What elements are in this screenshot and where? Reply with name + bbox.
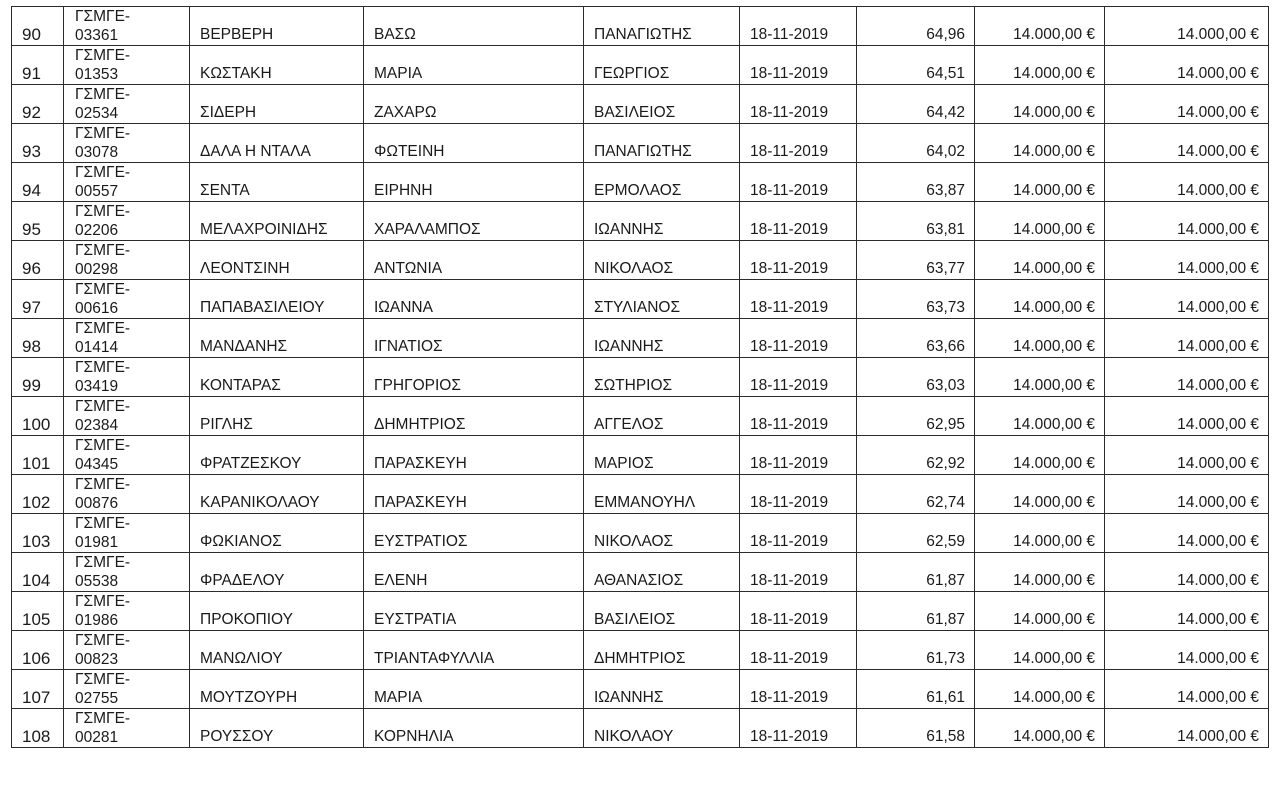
total-amount-cell: 14.000,00 € bbox=[1105, 631, 1269, 670]
amount-cell: 14.000,00 € bbox=[975, 7, 1105, 46]
application-code-prefix: ΓΣΜΓΕ- bbox=[75, 398, 131, 415]
date-cell: 18-11-2019 bbox=[740, 241, 857, 280]
application-code-number: 01981 bbox=[75, 534, 119, 551]
first-name-cell: ΕΥΣΤΡΑΤΙΑ bbox=[364, 592, 584, 631]
first-name-cell: ΜΑΡΙΑ bbox=[364, 46, 584, 85]
score-cell: 61,73 bbox=[857, 631, 975, 670]
application-code-number: 00298 bbox=[75, 261, 119, 278]
first-name-cell: ΤΡΙΑΝΤΑΦΥΛΛΙΑ bbox=[364, 631, 584, 670]
table-row bbox=[12, 553, 1269, 592]
amount-cell: 14.000,00 € bbox=[975, 709, 1105, 748]
application-code-prefix: ΓΣΜΓΕ- bbox=[75, 359, 131, 376]
row-number-cell: 106 bbox=[12, 631, 64, 670]
surname-cell: ΣΕΝΤΑ bbox=[190, 163, 364, 202]
total-amount-cell: 14.000,00 € bbox=[1105, 514, 1269, 553]
first-name-cell: ΑΝΤΩΝΙΑ bbox=[364, 241, 584, 280]
application-code-number: 00616 bbox=[75, 300, 119, 317]
father-name-cell: ΑΘΑΝΑΣΙΟΣ bbox=[584, 553, 740, 592]
score-cell: 62,59 bbox=[857, 514, 975, 553]
table-row bbox=[12, 163, 1269, 202]
first-name-cell: ΕΛΕΝΗ bbox=[364, 553, 584, 592]
application-code-cell bbox=[64, 163, 190, 202]
row-number-cell: 98 bbox=[12, 319, 64, 358]
amount-cell: 14.000,00 € bbox=[975, 202, 1105, 241]
application-code-prefix: ΓΣΜΓΕ- bbox=[75, 554, 131, 571]
date-cell: 18-11-2019 bbox=[740, 436, 857, 475]
date-cell: 18-11-2019 bbox=[740, 514, 857, 553]
application-code-prefix: ΓΣΜΓΕ- bbox=[75, 86, 131, 103]
row-number-cell: 103 bbox=[12, 514, 64, 553]
table-row bbox=[12, 85, 1269, 124]
application-code-prefix: ΓΣΜΓΕ- bbox=[75, 671, 131, 688]
surname-cell: ΔΑΛΑ Η ΝΤΑΛΑ bbox=[190, 124, 364, 163]
application-code-number: 02755 bbox=[75, 690, 119, 707]
score-cell: 61,87 bbox=[857, 592, 975, 631]
father-name-cell: ΙΩΑΝΝΗΣ bbox=[584, 670, 740, 709]
total-amount-cell: 14.000,00 € bbox=[1105, 592, 1269, 631]
father-name-cell: ΓΕΩΡΓΙΟΣ bbox=[584, 46, 740, 85]
score-cell: 64,51 bbox=[857, 46, 975, 85]
total-amount-cell: 14.000,00 € bbox=[1105, 553, 1269, 592]
application-code-cell bbox=[64, 553, 190, 592]
total-amount-cell: 14.000,00 € bbox=[1105, 202, 1269, 241]
score-cell: 61,87 bbox=[857, 553, 975, 592]
score-cell: 63,81 bbox=[857, 202, 975, 241]
date-cell: 18-11-2019 bbox=[740, 319, 857, 358]
score-cell: 61,58 bbox=[857, 709, 975, 748]
row-number-cell: 90 bbox=[12, 7, 64, 46]
amount-cell: 14.000,00 € bbox=[975, 46, 1105, 85]
application-code-prefix: ΓΣΜΓΕ- bbox=[75, 320, 131, 337]
father-name-cell: ΠΑΝΑΓΙΩΤΗΣ bbox=[584, 7, 740, 46]
row-number-cell: 102 bbox=[12, 475, 64, 514]
amount-cell: 14.000,00 € bbox=[975, 475, 1105, 514]
total-amount-cell: 14.000,00 € bbox=[1105, 436, 1269, 475]
father-name-cell: ΠΑΝΑΓΙΩΤΗΣ bbox=[584, 124, 740, 163]
date-cell: 18-11-2019 bbox=[740, 592, 857, 631]
application-code-number: 00557 bbox=[75, 183, 119, 200]
table-row bbox=[12, 241, 1269, 280]
date-cell: 18-11-2019 bbox=[740, 7, 857, 46]
first-name-cell: ΦΩΤΕΙΝΗ bbox=[364, 124, 584, 163]
application-code-cell bbox=[64, 7, 190, 46]
first-name-cell: ΔΗΜΗΤΡΙΟΣ bbox=[364, 397, 584, 436]
application-code-prefix: ΓΣΜΓΕ- bbox=[75, 593, 131, 610]
score-cell: 63,03 bbox=[857, 358, 975, 397]
score-cell: 64,96 bbox=[857, 7, 975, 46]
first-name-cell: ΖΑΧΑΡΩ bbox=[364, 85, 584, 124]
total-amount-cell: 14.000,00 € bbox=[1105, 46, 1269, 85]
amount-cell: 14.000,00 € bbox=[975, 319, 1105, 358]
surname-cell: ΦΩΚΙΑΝΟΣ bbox=[190, 514, 364, 553]
application-code-number: 00281 bbox=[75, 729, 119, 746]
application-code-cell bbox=[64, 85, 190, 124]
surname-cell: ΜΕΛΑΧΡΟΙΝΙΔΗΣ bbox=[190, 202, 364, 241]
score-cell: 64,42 bbox=[857, 85, 975, 124]
total-amount-cell: 14.000,00 € bbox=[1105, 124, 1269, 163]
father-name-cell: ΜΑΡΙΟΣ bbox=[584, 436, 740, 475]
father-name-cell: ΝΙΚΟΛΑΟΣ bbox=[584, 241, 740, 280]
application-code-cell bbox=[64, 397, 190, 436]
surname-cell: ΚΟΝΤΑΡΑΣ bbox=[190, 358, 364, 397]
application-code-number: 04345 bbox=[75, 456, 119, 473]
table-row bbox=[12, 475, 1269, 514]
date-cell: 18-11-2019 bbox=[740, 397, 857, 436]
surname-cell: ΚΩΣΤΑΚΗ bbox=[190, 46, 364, 85]
father-name-cell: ΙΩΑΝΝΗΣ bbox=[584, 319, 740, 358]
application-code-cell bbox=[64, 319, 190, 358]
amount-cell: 14.000,00 € bbox=[975, 85, 1105, 124]
table-row bbox=[12, 436, 1269, 475]
amount-cell: 14.000,00 € bbox=[975, 397, 1105, 436]
application-code-cell bbox=[64, 280, 190, 319]
row-number-cell: 97 bbox=[12, 280, 64, 319]
first-name-cell: ΚΟΡΝΗΛΙΑ bbox=[364, 709, 584, 748]
first-name-cell: ΕΙΡΗΝΗ bbox=[364, 163, 584, 202]
application-code-cell bbox=[64, 202, 190, 241]
surname-cell: ΣΙΔΕΡΗ bbox=[190, 85, 364, 124]
score-cell: 62,92 bbox=[857, 436, 975, 475]
application-code-cell bbox=[64, 709, 190, 748]
amount-cell: 14.000,00 € bbox=[975, 124, 1105, 163]
application-code-number: 00876 bbox=[75, 495, 119, 512]
application-code-number: 03361 bbox=[75, 27, 119, 44]
table-body bbox=[12, 7, 1269, 748]
row-number-cell: 107 bbox=[12, 670, 64, 709]
date-cell: 18-11-2019 bbox=[740, 631, 857, 670]
table-row bbox=[12, 514, 1269, 553]
total-amount-cell: 14.000,00 € bbox=[1105, 280, 1269, 319]
score-cell: 63,77 bbox=[857, 241, 975, 280]
surname-cell: ΠΑΠΑΒΑΣΙΛΕΙΟΥ bbox=[190, 280, 364, 319]
date-cell: 18-11-2019 bbox=[740, 475, 857, 514]
application-code-number: 01414 bbox=[75, 339, 119, 356]
total-amount-cell: 14.000,00 € bbox=[1105, 709, 1269, 748]
row-number-cell: 101 bbox=[12, 436, 64, 475]
application-code-number: 01986 bbox=[75, 612, 119, 629]
father-name-cell: ΝΙΚΟΛΑΟΥ bbox=[584, 709, 740, 748]
application-code-prefix: ΓΣΜΓΕ- bbox=[75, 710, 131, 727]
row-number-cell: 95 bbox=[12, 202, 64, 241]
first-name-cell: ΜΑΡΙΑ bbox=[364, 670, 584, 709]
father-name-cell: ΙΩΑΝΝΗΣ bbox=[584, 202, 740, 241]
date-cell: 18-11-2019 bbox=[740, 358, 857, 397]
first-name-cell: ΧΑΡΑΛΑΜΠΟΣ bbox=[364, 202, 584, 241]
application-code-cell bbox=[64, 358, 190, 397]
total-amount-cell: 14.000,00 € bbox=[1105, 163, 1269, 202]
application-code-number: 01353 bbox=[75, 66, 119, 83]
application-code-prefix: ΓΣΜΓΕ- bbox=[75, 437, 131, 454]
surname-cell: ΜΑΝΩΛΙΟΥ bbox=[190, 631, 364, 670]
table-row bbox=[12, 592, 1269, 631]
first-name-cell: ΕΥΣΤΡΑΤΙΟΣ bbox=[364, 514, 584, 553]
table-row bbox=[12, 7, 1269, 46]
application-code-cell bbox=[64, 631, 190, 670]
application-code-cell bbox=[64, 475, 190, 514]
total-amount-cell: 14.000,00 € bbox=[1105, 475, 1269, 514]
amount-cell: 14.000,00 € bbox=[975, 436, 1105, 475]
father-name-cell: ΑΓΓΕΛΟΣ bbox=[584, 397, 740, 436]
application-code-cell bbox=[64, 670, 190, 709]
application-code-number: 02384 bbox=[75, 417, 119, 434]
first-name-cell: ΠΑΡΑΣΚΕΥΗ bbox=[364, 475, 584, 514]
date-cell: 18-11-2019 bbox=[740, 46, 857, 85]
table-row bbox=[12, 46, 1269, 85]
application-code-number: 03419 bbox=[75, 378, 119, 395]
surname-cell: ΠΡΟΚΟΠΙΟΥ bbox=[190, 592, 364, 631]
application-code-cell bbox=[64, 46, 190, 85]
application-code-prefix: ΓΣΜΓΕ- bbox=[75, 632, 131, 649]
application-code-cell bbox=[64, 592, 190, 631]
first-name-cell: ΓΡΗΓΟΡΙΟΣ bbox=[364, 358, 584, 397]
amount-cell: 14.000,00 € bbox=[975, 631, 1105, 670]
application-code-prefix: ΓΣΜΓΕ- bbox=[75, 125, 131, 142]
application-code-number: 03078 bbox=[75, 144, 119, 161]
date-cell: 18-11-2019 bbox=[740, 202, 857, 241]
application-code-prefix: ΓΣΜΓΕ- bbox=[75, 203, 131, 220]
application-code-cell bbox=[64, 436, 190, 475]
row-number-cell: 100 bbox=[12, 397, 64, 436]
score-cell: 63,66 bbox=[857, 319, 975, 358]
father-name-cell: ΒΑΣΙΛΕΙΟΣ bbox=[584, 592, 740, 631]
surname-cell: ΦΡΑΤΖΕΣΚΟΥ bbox=[190, 436, 364, 475]
father-name-cell: ΣΤΥΛΙΑΝΟΣ bbox=[584, 280, 740, 319]
beneficiaries-table bbox=[11, 6, 1269, 748]
amount-cell: 14.000,00 € bbox=[975, 280, 1105, 319]
first-name-cell: ΙΩΑΝΝΑ bbox=[364, 280, 584, 319]
table-row bbox=[12, 202, 1269, 241]
row-number-cell: 96 bbox=[12, 241, 64, 280]
table-row bbox=[12, 124, 1269, 163]
score-cell: 63,87 bbox=[857, 163, 975, 202]
total-amount-cell: 14.000,00 € bbox=[1105, 319, 1269, 358]
row-number-cell: 105 bbox=[12, 592, 64, 631]
row-number-cell: 93 bbox=[12, 124, 64, 163]
amount-cell: 14.000,00 € bbox=[975, 358, 1105, 397]
father-name-cell: ΔΗΜΗΤΡΙΟΣ bbox=[584, 631, 740, 670]
date-cell: 18-11-2019 bbox=[740, 163, 857, 202]
father-name-cell: ΕΜΜΑΝΟΥΗΛ bbox=[584, 475, 740, 514]
score-cell: 62,74 bbox=[857, 475, 975, 514]
table-row bbox=[12, 280, 1269, 319]
surname-cell: ΡΟΥΣΣΟΥ bbox=[190, 709, 364, 748]
table-row bbox=[12, 358, 1269, 397]
table-row bbox=[12, 319, 1269, 358]
first-name-cell: ΙΓΝΑΤΙΟΣ bbox=[364, 319, 584, 358]
total-amount-cell: 14.000,00 € bbox=[1105, 85, 1269, 124]
application-code-number: 00823 bbox=[75, 651, 119, 668]
application-code-prefix: ΓΣΜΓΕ- bbox=[75, 47, 131, 64]
surname-cell: ΜΑΝΔΑΝΗΣ bbox=[190, 319, 364, 358]
surname-cell: ΛΕΟΝΤΣΙΝΗ bbox=[190, 241, 364, 280]
table-row bbox=[12, 709, 1269, 748]
amount-cell: 14.000,00 € bbox=[975, 514, 1105, 553]
application-code-number: 02206 bbox=[75, 222, 119, 239]
score-cell: 61,61 bbox=[857, 670, 975, 709]
surname-cell: ΚΑΡΑΝΙΚΟΛΑΟΥ bbox=[190, 475, 364, 514]
date-cell: 18-11-2019 bbox=[740, 670, 857, 709]
surname-cell: ΒΕΡΒΕΡΗ bbox=[190, 7, 364, 46]
date-cell: 18-11-2019 bbox=[740, 124, 857, 163]
surname-cell: ΜΟΥΤΖΟΥΡΗ bbox=[190, 670, 364, 709]
application-code-prefix: ΓΣΜΓΕ- bbox=[75, 515, 131, 532]
total-amount-cell: 14.000,00 € bbox=[1105, 7, 1269, 46]
row-number-cell: 91 bbox=[12, 46, 64, 85]
total-amount-cell: 14.000,00 € bbox=[1105, 358, 1269, 397]
father-name-cell: ΕΡΜΟΛΑΟΣ bbox=[584, 163, 740, 202]
application-code-number: 05538 bbox=[75, 573, 119, 590]
row-number-cell: 108 bbox=[12, 709, 64, 748]
date-cell: 18-11-2019 bbox=[740, 709, 857, 748]
total-amount-cell: 14.000,00 € bbox=[1105, 397, 1269, 436]
row-number-cell: 99 bbox=[12, 358, 64, 397]
surname-cell: ΦΡΑΔΕΛΟΥ bbox=[190, 553, 364, 592]
amount-cell: 14.000,00 € bbox=[975, 163, 1105, 202]
father-name-cell: ΣΩΤΗΡΙΟΣ bbox=[584, 358, 740, 397]
table-row bbox=[12, 397, 1269, 436]
amount-cell: 14.000,00 € bbox=[975, 553, 1105, 592]
date-cell: 18-11-2019 bbox=[740, 85, 857, 124]
first-name-cell: ΠΑΡΑΣΚΕΥΗ bbox=[364, 436, 584, 475]
surname-cell: ΡΙΓΛΗΣ bbox=[190, 397, 364, 436]
score-cell: 64,02 bbox=[857, 124, 975, 163]
application-code-prefix: ΓΣΜΓΕ- bbox=[75, 476, 131, 493]
application-code-prefix: ΓΣΜΓΕ- bbox=[75, 164, 131, 181]
total-amount-cell: 14.000,00 € bbox=[1105, 670, 1269, 709]
application-code-prefix: ΓΣΜΓΕ- bbox=[75, 8, 131, 25]
first-name-cell: ΒΑΣΩ bbox=[364, 7, 584, 46]
row-number-cell: 104 bbox=[12, 553, 64, 592]
application-code-cell bbox=[64, 514, 190, 553]
date-cell: 18-11-2019 bbox=[740, 553, 857, 592]
amount-cell: 14.000,00 € bbox=[975, 592, 1105, 631]
amount-cell: 14.000,00 € bbox=[975, 241, 1105, 280]
score-cell: 62,95 bbox=[857, 397, 975, 436]
amount-cell: 14.000,00 € bbox=[975, 670, 1105, 709]
father-name-cell: ΒΑΣΙΛΕΙΟΣ bbox=[584, 85, 740, 124]
table-row bbox=[12, 670, 1269, 709]
score-cell: 63,73 bbox=[857, 280, 975, 319]
application-code-cell bbox=[64, 124, 190, 163]
application-code-prefix: ΓΣΜΓΕ- bbox=[75, 281, 131, 298]
date-cell: 18-11-2019 bbox=[740, 280, 857, 319]
row-number-cell: 92 bbox=[12, 85, 64, 124]
row-number-cell: 94 bbox=[12, 163, 64, 202]
father-name-cell: ΝΙΚΟΛΑΟΣ bbox=[584, 514, 740, 553]
table-row bbox=[12, 631, 1269, 670]
application-code-cell bbox=[64, 241, 190, 280]
total-amount-cell: 14.000,00 € bbox=[1105, 241, 1269, 280]
application-code-number: 02534 bbox=[75, 105, 119, 122]
application-code-prefix: ΓΣΜΓΕ- bbox=[75, 242, 131, 259]
